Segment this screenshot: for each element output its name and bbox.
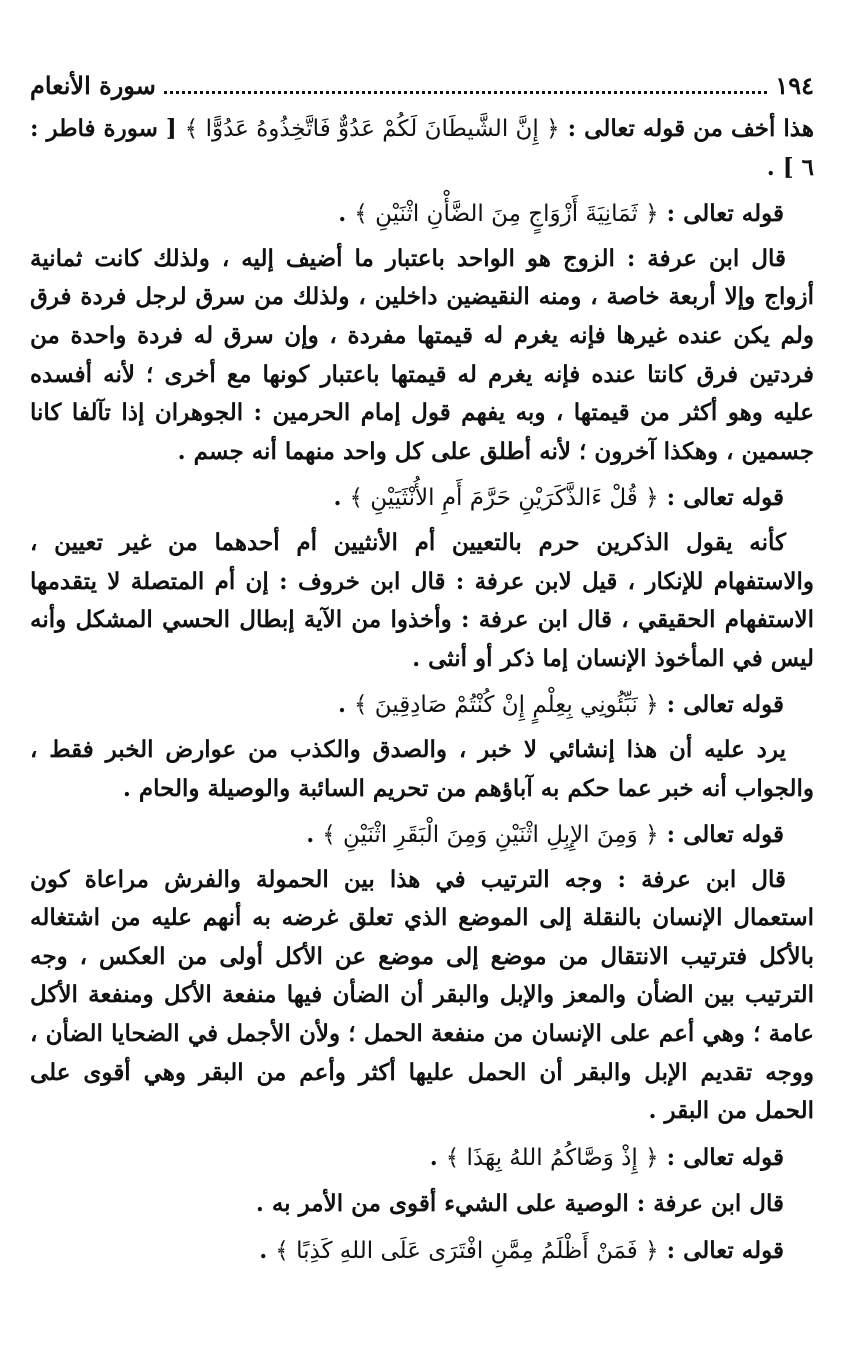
verse-intro: قوله تعالى : — [658, 484, 784, 512]
quran-quote: ﴿ قُلْ ءَالذَّكَرَيْنِ حَرَّمَ أَمِ الأُنْثَيَيْنِ ﴾ — [349, 485, 659, 512]
paragraph-text-end: [ سورة فاطر : ٦ ] . — [30, 115, 814, 181]
paragraph — [30, 861, 814, 1131]
verse-heading — [30, 1139, 814, 1178]
quran-quote: ﴿ فَمَنْ أَظْلَمُ مِمَّنِ افْتَرَى عَلَى اللهِ كَذِبًا ﴾ — [275, 1238, 659, 1265]
quran-quote: ﴿ إِنَّ الشَّيطَانَ لَكُمْ عَدُوٌّ فَاتَّخِذُوهُ عَدُوًّا ﴾ — [184, 116, 560, 142]
paragraph-text: كأنه يقول الذكرين حرم بالتعيين أم الأنثيين أم أحدهما من غير تعيين ، والاستفهام للإنكار ، قيل لابن عرفة : قال ابن خروف : إن أم المتصلة لا يتقدمها الاستفهام الحقيقي ، قال ابن عرفة : وأخذوا من الآية إبطال الحسي المشكل وأنه ليس في المأخوذ الإنسان إما ذكر أو أنثى . — [30, 528, 814, 672]
verse-heading — [30, 686, 814, 725]
verse-end: . — [259, 1237, 276, 1265]
verse-intro: قوله تعالى : — [658, 200, 784, 228]
verse-end: . — [338, 200, 355, 228]
paragraph — [30, 240, 814, 472]
book-page — [30, 66, 814, 1332]
page-number: ١٩٤ — [775, 71, 814, 100]
paragraph-text: يرد عليه أن هذا إنشائي لا خبر ، والصدق والكذب من عوارض الخبر فقط ، والجواب أنه خبر عما حكم به آباؤهم من تحريم السائبة والوصيلة والحام . — [30, 735, 814, 802]
verse-heading — [30, 195, 814, 234]
verse-intro: قوله تعالى : — [658, 1237, 784, 1265]
verse-end: . — [337, 691, 354, 719]
paragraph-text: قال ابن عرفة : وجه الترتيب في هذا بين الحمولة والفرش مراعاة كون استعمال الإنسان بالنقلة إلى الموضع الذي تعلق غرضه به أنهم عليه من اشتغاله بالأكل فترتيب الانتقال من موضع إلى موضع عن الأكل أولى من العكس ، وجه الترتيب بين الضأن والمعز والإبل والبقر أن الضأن فيها منفعة الأكل ومنفعة الأكل عامة ؛ وهي أعم على الإنسان من منفعة الحمل ؛ ولأن الأجمل في الضحايا الضأن ، ووجه تقديم الإبل والبقر أن الحمل عليها أكثر وأعم من البقر وهي أقوى على الحمل من البقر . — [30, 865, 814, 1125]
paragraph — [30, 524, 814, 678]
verse-end: . — [429, 1143, 446, 1171]
commentary-text: قال ابن عرفة : الوصية على الشيء أقوى من الأمر به . — [255, 1190, 784, 1218]
quran-quote: ﴿ نَبِّئُونِي بِعِلْمٍ إِنْ كُنْتُمْ صَادِقِينَ ﴾ — [353, 692, 659, 719]
page-body — [30, 110, 814, 1271]
surah-title: سورة الأنعام — [30, 71, 156, 100]
verse-heading — [30, 1232, 814, 1271]
verse-heading — [30, 816, 814, 855]
quran-quote: ﴿ ثَمَانِيَةَ أَزْوَاجٍ مِنَ الضَّأْنِ اثْنَيْنِ ﴾ — [354, 201, 659, 228]
paragraph-text: قال ابن عرفة : الزوج هو الواحد باعتبار ما أضيف إليه ، ولذلك كانت ثمانية أزواج وإلا أربعة خاصة ، ومنه النقيضين داخلين ، ولذلك من سرق لرجل فردة فرق ولم يكن عنده غيرها فإنه يغرم له قيمتها مفردة ، وإن سرق له فردة واحدة من فردتين فرق كانتا عنده فإنه يغرم له قيمتها باعتبار كونها مع أخرى ؛ لأنه أفسده عليه وهو أكثر من قيمتها ، وبه يفهم قول إمام الحرمين : الجوهران إذا تآلفا كانا جسمين ، وهكذا آخرون ؛ لأنه أطلق على كل واحد منهما أنه جسم . — [30, 244, 815, 465]
commentary-line — [30, 1185, 814, 1224]
paragraph-text: هذا أخف من قوله تعالى : — [559, 115, 814, 142]
paragraph — [30, 731, 814, 808]
quran-quote: ﴿ إِذْ وَصَّاكُمُ اللهُ بِهَذَا ﴾ — [445, 1144, 659, 1171]
verse-heading — [30, 479, 814, 518]
quran-quote: ﴿ وَمِنَ الإِبِلِ اثْنَيْنِ وَمِنَ الْبَقَرِ اثْنَيْنِ ﴾ — [322, 822, 659, 849]
verse-intro: قوله تعالى : — [658, 1143, 784, 1171]
verse-intro: قوله تعالى : — [658, 821, 784, 849]
verse-intro: قوله تعالى : — [658, 691, 784, 719]
page-header — [30, 66, 814, 106]
verse-end: . — [306, 821, 323, 849]
verse-end: . — [333, 484, 350, 512]
paragraph — [30, 110, 814, 187]
header-dotted-rule — [164, 88, 768, 94]
